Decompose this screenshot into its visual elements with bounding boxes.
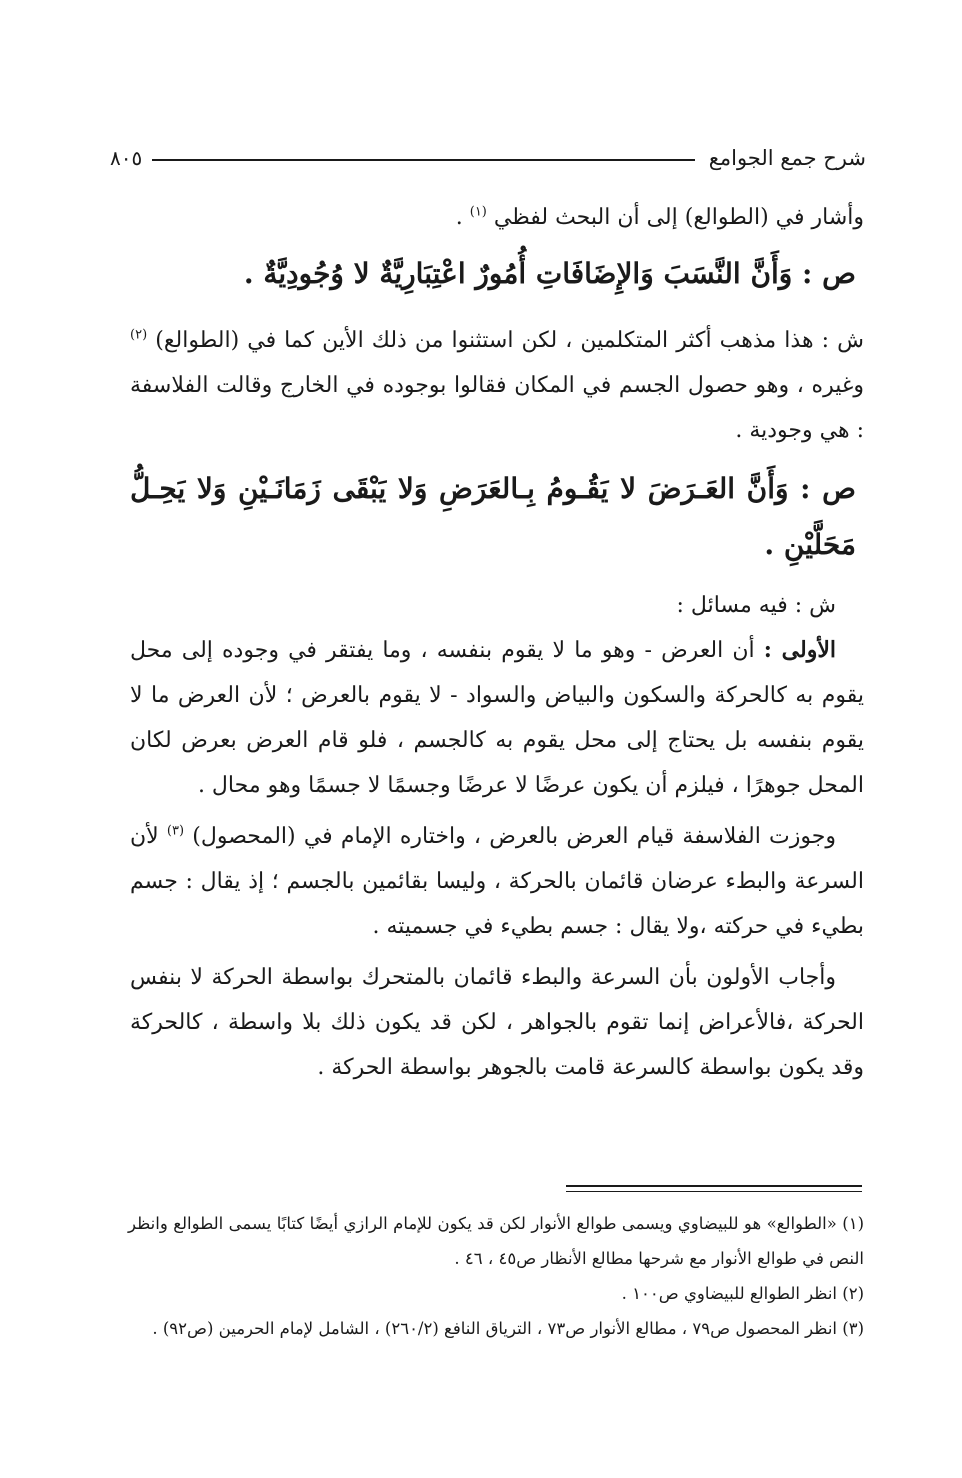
footnote-3: (٣) انظر المحصول ص٧٩ ، مطالع الأنوار ص٧٣ ، الترياق النافع (٢٦٠/٢) ، الشامل لإمام الحرمين (ص٩٢) . [152,1319,864,1338]
paragraph-1-text: وأشار في (الطوالع) إلى أن البحث لفظي [493,205,864,230]
paragraph-4-text: أن العرض - وهو ما لا يقوم بنفسه ، وما يفتقر في وجوده إلى محل يقوم به كالحركة والسكون والبياض والسواد - لا يقوم بالعرض ؛ لأن العرض ما لا يقوم بنفسه بل يحتاج إلى محل يقوم به كالجسم ، فلو قام العرض بعرض لكان المحل جوهرًا ، فيلزم أن يكون عرضًا لا عرضًا وجسمًا لا جسمًا وهو محال . [130,638,864,798]
footnote-1: (١) «الطوالع» هو للبيضاوي ويسمى طوالع الأنوار لكن قد يكون للإمام الرازي أيضًا كتابًا يسمى الطوالع وانظر النص في طوالع الأنوار مع شرحها مطالع الأنظار ص٤٥ ، ٤٦ . [128,1214,864,1268]
footnote-ref-3: (٣) [166,823,185,839]
paragraph-2-text-a: ش : هذا مذهب أكثر المتكلمين ، لكن استثنوا من ذلك الأين كما في (الطوالع) [155,328,864,353]
matn-statement-2: ص : وَأَنَّ العَـرَضَ لا يَقُـومُ بِـالعَرَضِ وَلا يَبْقَى زَمَانَـيْنِ وَلا يَحِـلُّ مَحَلَّيْنِ . [130,472,856,561]
matn-statement-1: ص : وَأَنَّ النَّسَبَ وَالإِضَافَاتِ أُمُورٌ اعْتِبَارِيَّةٌ لا وُجُودِيَّةٌ . [243,257,856,290]
footnote-separator [566,1185,862,1192]
paragraph-4-lead: الأولى : [763,637,836,663]
header-rule [152,159,694,161]
paragraph-5 [130,814,864,949]
footnote-2: (٢) انظر الطوالع للبيضاوي ص١٠٠ . [621,1284,864,1303]
paragraph-4 [130,628,864,808]
paragraph-5-text-b: لأن السرعة والبطء عرضان قائمان بالحركة ، وليسا بقائمين بالجسم ؛ إذ يقال : جسم بطيء في حركته ،ولا يقال : جسم بطيء في جسميته . [130,824,864,939]
paragraph-2-text-b: وغيره ، وهو حصول الجسم في المكان فقالوا بوجوده في الخارج وقالت الفلاسفة : هي وجودية . [130,373,864,443]
footnote-ref-2: (٢) [130,327,148,343]
footnote-ref-1: (١) [469,204,487,220]
paragraph-1-end: . [455,205,463,230]
paragraph-6: وأجاب الأولون بأن السرعة والبطء قائمان بالمتحرك بواسطة الحركة لا بنفس الحركة ،فالأعراض إنما تقوم بالجواهر ، لكن قد يكون ذلك بلا واسطة ، كالحركة وقد يكون بواسطة كالسرعة قامت بالجوهر بواسطة الحركة . [130,965,864,1080]
paragraph-5-text-a: وجوزت الفلاسفة قيام العرض بالعرض ، واختاره الإمام في (المحصول) [192,824,836,849]
running-header [110,138,866,178]
main-text [130,195,864,1090]
page-number: ٨٠٥ [110,146,143,170]
footnotes [128,1206,864,1346]
paragraph-3: ش : فيه مسائل : [676,593,836,618]
paragraph-1 [130,195,864,240]
paragraph-2 [130,318,864,453]
header-title: شرح جمع الجوامع [708,146,866,170]
